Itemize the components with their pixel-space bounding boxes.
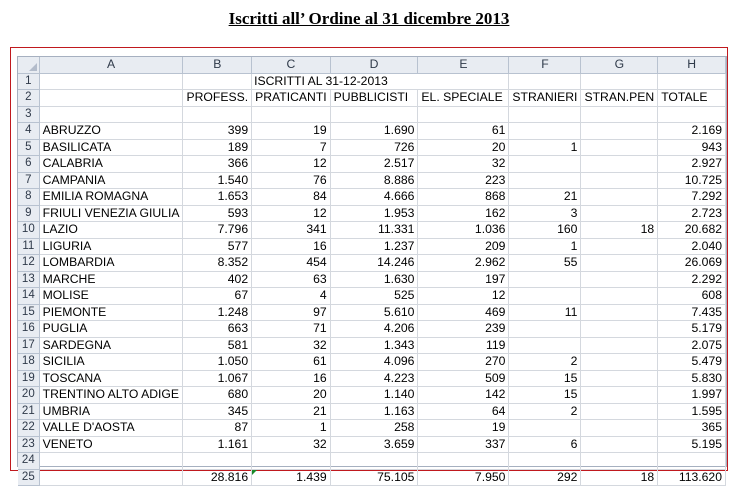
cell[interactable] xyxy=(509,453,581,470)
totale-cell[interactable]: 7.292 xyxy=(658,189,726,206)
column-header-d[interactable]: D xyxy=(330,57,418,73)
stran-pen-cell[interactable] xyxy=(581,370,658,387)
pubblicisti-cell[interactable]: 5.610 xyxy=(330,304,418,321)
praticanti-cell[interactable]: 454 xyxy=(252,255,331,272)
table-row xyxy=(18,222,726,239)
profess-cell[interactable]: 680 xyxy=(183,387,252,404)
stran-pen-cell[interactable] xyxy=(581,420,658,437)
el-speciale-cell[interactable]: 1.036 xyxy=(418,222,509,239)
stranieri-cell[interactable]: 160 xyxy=(509,222,581,239)
row-header[interactable]: 3 xyxy=(18,106,39,123)
totale-cell[interactable]: 2.927 xyxy=(658,156,726,173)
header-totale[interactable]: TOTALE xyxy=(658,90,726,107)
stranieri-cell[interactable] xyxy=(509,288,581,305)
header-el-speciale[interactable]: EL. SPECIALE xyxy=(418,90,509,107)
totale-cell[interactable]: 20.682 xyxy=(658,222,726,239)
el-speciale-cell[interactable]: 209 xyxy=(418,238,509,255)
profess-cell[interactable]: 345 xyxy=(183,403,252,420)
row-header[interactable]: 16 xyxy=(18,321,39,338)
totale-cell[interactable]: 113.620 xyxy=(658,469,726,486)
region-cell[interactable]: TOSCANA xyxy=(39,370,183,387)
profess-cell[interactable]: 8.352 xyxy=(183,255,252,272)
pubblicisti-cell[interactable]: 1.237 xyxy=(330,238,418,255)
praticanti-cell[interactable]: 4 xyxy=(252,288,331,305)
totale-cell[interactable]: 943 xyxy=(658,139,726,156)
profess-cell[interactable]: 1.161 xyxy=(183,436,252,453)
pubblicisti-cell[interactable]: 4.096 xyxy=(330,354,418,371)
cell[interactable] xyxy=(39,73,183,90)
stranieri-cell[interactable]: 6 xyxy=(509,436,581,453)
cell[interactable] xyxy=(183,73,252,90)
header-stran-pen[interactable]: STRAN.PEN xyxy=(581,90,658,107)
page-title: Iscritti all’ Ordine al 31 dicembre 2013 xyxy=(228,9,510,28)
row-header[interactable]: 10 xyxy=(18,222,39,239)
el-speciale-cell[interactable]: 142 xyxy=(418,387,509,404)
table-row xyxy=(18,238,726,255)
sheet-row xyxy=(18,453,726,470)
cell[interactable] xyxy=(252,453,331,470)
table-row xyxy=(18,271,726,288)
region-cell[interactable]: BASILICATA xyxy=(39,139,183,156)
praticanti-cell[interactable]: 19 xyxy=(252,123,331,140)
el-speciale-cell[interactable]: 162 xyxy=(418,205,509,222)
row-header[interactable]: 25 xyxy=(18,469,39,486)
pubblicisti-cell[interactable]: 726 xyxy=(330,139,418,156)
pubblicisti-cell[interactable]: 1.343 xyxy=(330,337,418,354)
region-cell[interactable]: CALABRIA xyxy=(39,156,183,173)
screenshot-frame xyxy=(10,47,728,484)
el-speciale-cell[interactable]: 2.962 xyxy=(418,255,509,272)
cell[interactable] xyxy=(658,106,726,123)
cell[interactable] xyxy=(658,73,726,90)
stran-pen-cell[interactable] xyxy=(581,403,658,420)
cell[interactable] xyxy=(330,453,418,470)
table-row xyxy=(18,288,726,305)
select-all-triangle-icon xyxy=(29,63,37,71)
totale-cell[interactable]: 7.435 xyxy=(658,304,726,321)
stranieri-cell[interactable]: 2 xyxy=(509,354,581,371)
stranieri-cell[interactable] xyxy=(509,337,581,354)
el-speciale-cell[interactable]: 868 xyxy=(418,189,509,206)
region-cell[interactable]: TRENTINO ALTO ADIGE xyxy=(39,387,183,404)
stran-pen-cell[interactable] xyxy=(581,156,658,173)
cell[interactable] xyxy=(183,106,252,123)
table-row xyxy=(18,304,726,321)
pubblicisti-cell[interactable]: 1.690 xyxy=(330,123,418,140)
column-header-a[interactable]: A xyxy=(39,57,183,73)
totale-cell[interactable]: 2.292 xyxy=(658,271,726,288)
el-speciale-cell[interactable]: 223 xyxy=(418,172,509,189)
profess-cell[interactable]: 399 xyxy=(183,123,252,140)
el-speciale-cell[interactable]: 12 xyxy=(418,288,509,305)
column-header-row xyxy=(18,57,726,73)
praticanti-cell[interactable]: 21 xyxy=(252,403,331,420)
profess-cell[interactable]: 67 xyxy=(183,288,252,305)
pubblicisti-cell[interactable]: 258 xyxy=(330,420,418,437)
praticanti-cell[interactable]: 97 xyxy=(252,304,331,321)
row-header[interactable]: 9 xyxy=(18,205,39,222)
pubblicisti-cell[interactable]: 4.223 xyxy=(330,370,418,387)
cell[interactable] xyxy=(658,453,726,470)
totale-cell[interactable]: 5.195 xyxy=(658,436,726,453)
profess-cell[interactable]: 1.248 xyxy=(183,304,252,321)
table-row xyxy=(18,354,726,371)
region-cell[interactable]: FRIULI VENEZIA GIULIA xyxy=(39,205,183,222)
region-cell[interactable]: PIEMONTE xyxy=(39,304,183,321)
totale-cell[interactable]: 365 xyxy=(658,420,726,437)
profess-cell[interactable]: 663 xyxy=(183,321,252,338)
row-header[interactable]: 24 xyxy=(18,453,39,470)
table-row xyxy=(18,156,726,173)
profess-cell[interactable]: 28.816 xyxy=(183,469,252,486)
header-stranieri[interactable]: STRANIERI xyxy=(509,90,581,107)
cell[interactable] xyxy=(509,106,581,123)
cell[interactable] xyxy=(509,73,581,90)
table-row xyxy=(18,172,726,189)
stranieri-cell[interactable]: 21 xyxy=(509,189,581,206)
row-header[interactable]: 17 xyxy=(18,337,39,354)
header-praticanti[interactable]: PRATICANTI xyxy=(252,90,331,107)
pubblicisti-cell[interactable]: 4.666 xyxy=(330,189,418,206)
select-all-corner[interactable] xyxy=(18,57,39,73)
praticanti-cell[interactable]: 1.439 xyxy=(252,469,331,486)
table-row xyxy=(18,205,726,222)
table-row xyxy=(18,321,726,338)
stranieri-cell[interactable] xyxy=(509,123,581,140)
totale-cell[interactable]: 2.723 xyxy=(658,205,726,222)
praticanti-cell[interactable]: 76 xyxy=(252,172,331,189)
pubblicisti-cell[interactable]: 4.206 xyxy=(330,321,418,338)
region-cell[interactable]: LOMBARDIA xyxy=(39,255,183,272)
profess-cell[interactable]: 366 xyxy=(183,156,252,173)
el-speciale-cell[interactable]: 197 xyxy=(418,271,509,288)
profess-cell[interactable]: 1.540 xyxy=(183,172,252,189)
totale-cell[interactable]: 1.595 xyxy=(658,403,726,420)
row-header[interactable]: 12 xyxy=(18,255,39,272)
stran-pen-cell[interactable] xyxy=(581,387,658,404)
stranieri-cell[interactable]: 15 xyxy=(509,370,581,387)
region-cell[interactable]: CAMPANIA xyxy=(39,172,183,189)
column-header-b[interactable]: B xyxy=(183,57,252,73)
totale-cell[interactable]: 2.169 xyxy=(658,123,726,140)
column-header-e[interactable]: E xyxy=(418,57,509,73)
row-header[interactable]: 2 xyxy=(18,90,39,107)
stranieri-cell[interactable] xyxy=(509,271,581,288)
table-row xyxy=(18,387,726,404)
row-header[interactable]: 8 xyxy=(18,189,39,206)
cell[interactable] xyxy=(39,453,183,470)
profess-cell[interactable]: 593 xyxy=(183,205,252,222)
region-cell[interactable]: LIGURIA xyxy=(39,238,183,255)
stranieri-cell[interactable] xyxy=(509,321,581,338)
totale-cell[interactable]: 5.830 xyxy=(658,370,726,387)
stranieri-cell[interactable] xyxy=(509,420,581,437)
cell[interactable] xyxy=(581,73,658,90)
el-speciale-cell[interactable]: 270 xyxy=(418,354,509,371)
praticanti-cell[interactable]: 12 xyxy=(252,156,331,173)
cell[interactable] xyxy=(39,90,183,107)
stran-pen-cell[interactable] xyxy=(581,304,658,321)
totale-cell[interactable]: 2.040 xyxy=(658,238,726,255)
sheet-row xyxy=(18,73,726,90)
table-row xyxy=(18,436,726,453)
pubblicisti-cell[interactable]: 1.953 xyxy=(330,205,418,222)
praticanti-cell[interactable]: 7 xyxy=(252,139,331,156)
cell[interactable] xyxy=(418,453,509,470)
header-pubblicisti[interactable]: PUBBLICISTI xyxy=(330,90,418,107)
cell[interactable] xyxy=(183,453,252,470)
profess-cell[interactable]: 402 xyxy=(183,271,252,288)
totale-cell[interactable]: 5.479 xyxy=(658,354,726,371)
stran-pen-cell[interactable] xyxy=(581,172,658,189)
row-header[interactable]: 21 xyxy=(18,403,39,420)
stranieri-cell[interactable]: 11 xyxy=(509,304,581,321)
stran-pen-cell[interactable] xyxy=(581,436,658,453)
region-cell[interactable]: PUGLIA xyxy=(39,321,183,338)
row-header[interactable]: 18 xyxy=(18,354,39,371)
region-cell[interactable]: VALLE D'AOSTA xyxy=(39,420,183,437)
el-speciale-cell[interactable]: 19 xyxy=(418,420,509,437)
cell[interactable] xyxy=(330,106,418,123)
row-header[interactable]: 4 xyxy=(18,123,39,140)
praticanti-cell[interactable]: 61 xyxy=(252,354,331,371)
row-header[interactable]: 5 xyxy=(18,139,39,156)
stranieri-cell[interactable]: 1 xyxy=(509,139,581,156)
el-speciale-cell[interactable]: 509 xyxy=(418,370,509,387)
stranieri-cell[interactable]: 3 xyxy=(509,205,581,222)
el-speciale-cell[interactable]: 64 xyxy=(418,403,509,420)
row-header[interactable]: 19 xyxy=(18,370,39,387)
table-row xyxy=(18,403,726,420)
stran-pen-cell[interactable] xyxy=(581,123,658,140)
stranieri-cell[interactable] xyxy=(509,172,581,189)
el-speciale-cell[interactable]: 61 xyxy=(418,123,509,140)
praticanti-cell[interactable]: 71 xyxy=(252,321,331,338)
el-speciale-cell[interactable]: 239 xyxy=(418,321,509,338)
stranieri-cell[interactable]: 292 xyxy=(509,469,581,486)
stran-pen-cell[interactable]: 18 xyxy=(581,469,658,486)
praticanti-cell[interactable]: 84 xyxy=(252,189,331,206)
region-cell[interactable]: VENETO xyxy=(39,436,183,453)
cell[interactable] xyxy=(581,106,658,123)
praticanti-cell[interactable]: 32 xyxy=(252,436,331,453)
stran-pen-cell[interactable] xyxy=(581,271,658,288)
table-row xyxy=(18,337,726,354)
table-row xyxy=(18,420,726,437)
praticanti-cell[interactable]: 20 xyxy=(252,387,331,404)
sheet-row xyxy=(18,106,726,123)
table-row xyxy=(18,189,726,206)
cell[interactable] xyxy=(39,106,183,123)
region-cell[interactable]: UMBRIA xyxy=(39,403,183,420)
praticanti-cell[interactable]: 32 xyxy=(252,337,331,354)
region-cell[interactable] xyxy=(39,469,183,486)
praticanti-cell[interactable]: 12 xyxy=(252,205,331,222)
table-row xyxy=(18,370,726,387)
pubblicisti-cell[interactable]: 8.886 xyxy=(330,172,418,189)
stran-pen-cell[interactable] xyxy=(581,189,658,206)
pubblicisti-cell[interactable]: 525 xyxy=(330,288,418,305)
cell[interactable] xyxy=(252,106,331,123)
stran-pen-cell[interactable] xyxy=(581,337,658,354)
stranieri-cell[interactable]: 2 xyxy=(509,403,581,420)
pubblicisti-cell[interactable]: 1.163 xyxy=(330,403,418,420)
profess-cell[interactable]: 87 xyxy=(183,420,252,437)
row-header[interactable]: 11 xyxy=(18,238,39,255)
column-header-g[interactable]: G xyxy=(581,57,658,73)
pubblicisti-cell[interactable]: 75.105 xyxy=(330,469,418,486)
totals-row xyxy=(18,469,726,486)
row-header[interactable]: 1 xyxy=(18,73,39,90)
praticanti-cell[interactable]: 16 xyxy=(252,370,331,387)
pubblicisti-cell[interactable]: 2.517 xyxy=(330,156,418,173)
totale-cell[interactable]: 608 xyxy=(658,288,726,305)
pubblicisti-cell[interactable]: 1.630 xyxy=(330,271,418,288)
stranieri-cell[interactable] xyxy=(509,156,581,173)
column-header-c[interactable]: C xyxy=(252,57,331,73)
stran-pen-cell[interactable] xyxy=(581,354,658,371)
region-cell[interactable]: LAZIO xyxy=(39,222,183,239)
table-row xyxy=(18,123,726,140)
pubblicisti-cell[interactable]: 3.659 xyxy=(330,436,418,453)
header-profess[interactable]: PROFESS. xyxy=(183,90,252,107)
stranieri-cell[interactable]: 15 xyxy=(509,387,581,404)
sheet-title-cell[interactable]: ISCRITTI AL 31-12-2013 xyxy=(252,73,509,90)
praticanti-cell[interactable]: 63 xyxy=(252,271,331,288)
row-header[interactable]: 23 xyxy=(18,436,39,453)
table-row xyxy=(18,255,726,272)
row-header[interactable]: 13 xyxy=(18,271,39,288)
pubblicisti-cell[interactable]: 11.331 xyxy=(330,222,418,239)
totale-cell[interactable]: 10.725 xyxy=(658,172,726,189)
cell[interactable] xyxy=(581,453,658,470)
el-speciale-cell[interactable]: 7.950 xyxy=(418,469,509,486)
stranieri-cell[interactable]: 55 xyxy=(509,255,581,272)
totale-cell[interactable]: 1.997 xyxy=(658,387,726,404)
stranieri-cell[interactable]: 1 xyxy=(509,238,581,255)
region-cell[interactable]: SICILIA xyxy=(39,354,183,371)
region-cell[interactable]: MOLISE xyxy=(39,288,183,305)
el-speciale-cell[interactable]: 32 xyxy=(418,156,509,173)
column-header-h[interactable]: H xyxy=(658,57,726,73)
pubblicisti-cell[interactable]: 1.140 xyxy=(330,387,418,404)
row-header[interactable]: 14 xyxy=(18,288,39,305)
region-cell[interactable]: ABRUZZO xyxy=(39,123,183,140)
totale-cell[interactable]: 26.069 xyxy=(658,255,726,272)
el-speciale-cell[interactable]: 469 xyxy=(418,304,509,321)
profess-cell[interactable]: 581 xyxy=(183,337,252,354)
praticanti-cell[interactable]: 341 xyxy=(252,222,331,239)
stran-pen-cell[interactable] xyxy=(581,139,658,156)
row-header[interactable]: 6 xyxy=(18,156,39,173)
profess-cell[interactable]: 189 xyxy=(183,139,252,156)
stran-pen-cell[interactable] xyxy=(581,238,658,255)
stran-pen-cell[interactable]: 18 xyxy=(581,222,658,239)
row-header[interactable]: 22 xyxy=(18,420,39,437)
cell[interactable] xyxy=(418,106,509,123)
profess-cell[interactable]: 7.796 xyxy=(183,222,252,239)
profess-cell[interactable]: 1.067 xyxy=(183,370,252,387)
praticanti-cell[interactable]: 16 xyxy=(252,238,331,255)
stran-pen-cell[interactable] xyxy=(581,205,658,222)
stran-pen-cell[interactable] xyxy=(581,255,658,272)
region-cell[interactable]: MARCHE xyxy=(39,271,183,288)
praticanti-cell[interactable]: 1 xyxy=(252,420,331,437)
el-speciale-cell[interactable]: 119 xyxy=(418,337,509,354)
totale-cell[interactable]: 2.075 xyxy=(658,337,726,354)
region-cell[interactable]: SARDEGNA xyxy=(39,337,183,354)
profess-cell[interactable]: 1.653 xyxy=(183,189,252,206)
pubblicisti-cell[interactable]: 14.246 xyxy=(330,255,418,272)
totale-cell[interactable]: 5.179 xyxy=(658,321,726,338)
profess-cell[interactable]: 577 xyxy=(183,238,252,255)
row-header[interactable]: 20 xyxy=(18,387,39,404)
sheet-row xyxy=(18,90,726,107)
row-header[interactable]: 7 xyxy=(18,172,39,189)
el-speciale-cell[interactable]: 20 xyxy=(418,139,509,156)
stran-pen-cell[interactable] xyxy=(581,288,658,305)
column-header-f[interactable]: F xyxy=(509,57,581,73)
row-header[interactable]: 15 xyxy=(18,304,39,321)
stran-pen-cell[interactable] xyxy=(581,321,658,338)
table-row xyxy=(18,139,726,156)
spreadsheet-grid xyxy=(18,57,726,486)
region-cell[interactable]: EMILIA ROMAGNA xyxy=(39,189,183,206)
profess-cell[interactable]: 1.050 xyxy=(183,354,252,371)
spreadsheet xyxy=(17,56,727,484)
el-speciale-cell[interactable]: 337 xyxy=(418,436,509,453)
